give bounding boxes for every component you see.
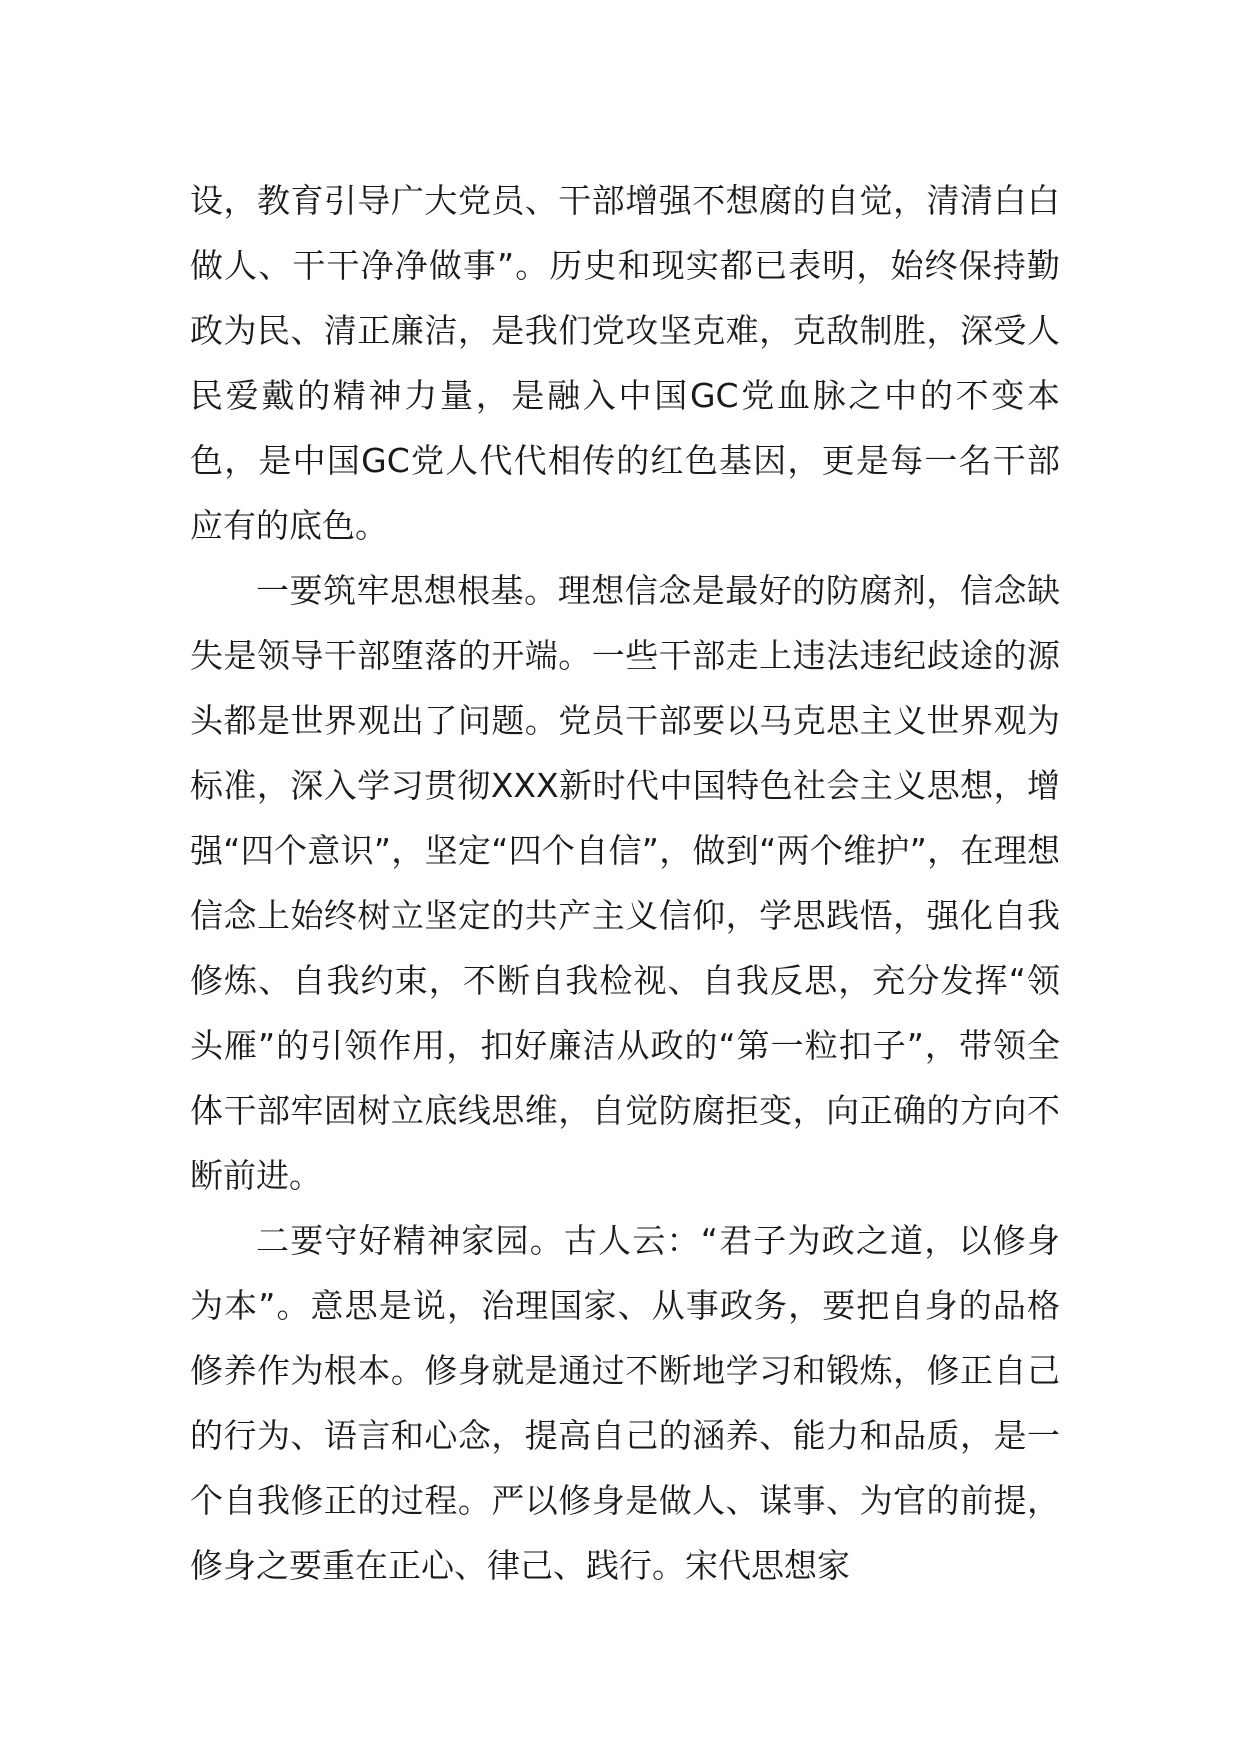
paragraph-guard-spiritual-home: 二要守好精神家园。古人云：“君子为政之道，以修身为本”。意思是说，治理国家、从事政务，要把自身的品格修养作为根本。修身就是通过不断地学习和锻炼，修正自己的行为、语言和心念，提高自己的涵养、能力和品质，是一个自我修正的过程。严以修身是做人、谋事、为官的前提，修身之要重在正心、律己、践行。宋代思想家 [190, 1221, 1060, 1585]
paragraph-build-ideological-foundation: 一要筑牢思想根基。理想信念是最好的防腐剂，信念缺失是领导干部堕落的开端。一些干部走上违法违纪歧途的源头都是世界观出了问题。党员干部要以马克思主义世界观为标准，深入学习贯彻XXX新时代中国特色社会主义思想，增强“四个意识”，坚定“四个自信”，做到“两个维护”，在理想信念上始终树立坚定的共产主义信仰，学思践悟，强化自我修炼、自我约束，不断自我检视、自我反思，充分发挥“领头雁”的引领作用，扣好廉洁从政的“第一粒扣子”，带领全体干部牢固树立底线思维，自觉防腐拒变，向正确的方向不断前进。 [190, 571, 1060, 1195]
document-body [190, 168, 1060, 1598]
paragraph-continued: 设，教育引导广大党员、干部增强不想腐的自觉，清清白白做人、干干净净做事”。历史和现实都已表明，始终保持勤政为民、清正廉洁，是我们党攻坚克难，克敌制胜，深受人民爱戴的精神力量，是融入中国GC党血脉之中的不变本色，是中国GC党人代代相传的红色基因，更是每一名干部应有的底色。 [190, 181, 1060, 545]
